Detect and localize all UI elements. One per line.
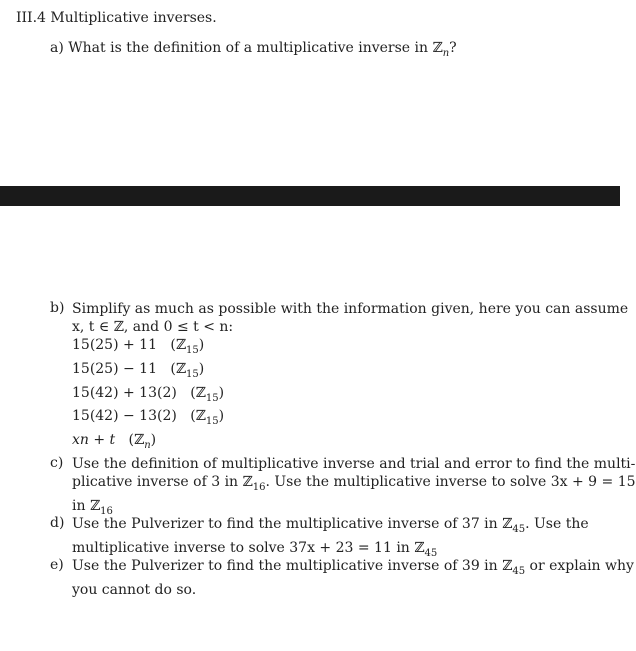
- modulus: (ℤ$_{15}$): [170, 337, 205, 356]
- modulus: (ℤ$_{15}$): [170, 360, 205, 380]
- question-c-line1: Use the definition of multiplicative inverse and trial and error to find the multi-: [72, 456, 636, 472]
- section-title: Multiplicative inverses.: [50, 10, 217, 26]
- question-a-end: ?: [449, 40, 457, 56]
- question-b-line1: Simplify as much as possible with the information given, here you can assume: [72, 301, 629, 317]
- expression-row: [72, 407, 602, 431]
- expression-row: [72, 336, 602, 360]
- question-d: [72, 515, 612, 563]
- expression-row: [72, 360, 602, 384]
- question-e-line2: you cannot do so.: [72, 581, 197, 598]
- modulus: (ℤ$_{15}$): [190, 384, 225, 404]
- question-a-label: a): [50, 40, 64, 56]
- question-c: [72, 455, 636, 521]
- modulus: (ℤ$_n$): [128, 432, 157, 451]
- question-c-line3: in ℤ$_{16}$: [72, 497, 113, 517]
- question-e-label: e): [50, 557, 64, 573]
- question-d-label: d): [50, 515, 65, 531]
- question-a-text: What is the definition of a multiplicative inverse in ℤ: [68, 40, 443, 56]
- question-a-subscript: n: [442, 47, 450, 59]
- modulus: (ℤ$_{15}$): [190, 408, 225, 428]
- question-b: [72, 300, 629, 455]
- question-e-line1: Use the Pulverizer to find the multiplicative inverse of 39 in ℤ$_{45}$ or explain why: [72, 558, 634, 577]
- question-b-label: b): [50, 300, 65, 316]
- question-d-line2: multiplicative inverse to solve 37x + 23 = 11 in ℤ$_{45}$: [72, 539, 438, 559]
- expression: xn + t: [72, 432, 116, 449]
- expression: 15(42) − 13(2): [72, 408, 177, 425]
- question-e: [72, 557, 634, 599]
- expression-row: [72, 384, 602, 408]
- section-heading: [16, 10, 217, 26]
- question-b-line2: x, t ∈ ℤ, and 0 ≤ t < n:: [72, 319, 234, 335]
- section-number: III.4: [16, 10, 46, 26]
- question-c-label: c): [50, 455, 64, 471]
- expression: 15(25) + 11: [72, 337, 157, 353]
- question-c-line2: plicative inverse of 3 in ℤ$_{16}$. Use the multiplicative inverse to solve 3x + 9 = 15: [72, 474, 636, 493]
- expression: 15(25) − 11: [72, 360, 157, 377]
- redaction-bar: [0, 186, 620, 206]
- expression-row: [72, 431, 602, 455]
- question-a: [50, 40, 457, 59]
- question-d-line1: Use the Pulverizer to find the multiplicative inverse of 37 in ℤ$_{45}$. Use the: [72, 516, 589, 535]
- expression: 15(42) + 13(2): [72, 384, 177, 401]
